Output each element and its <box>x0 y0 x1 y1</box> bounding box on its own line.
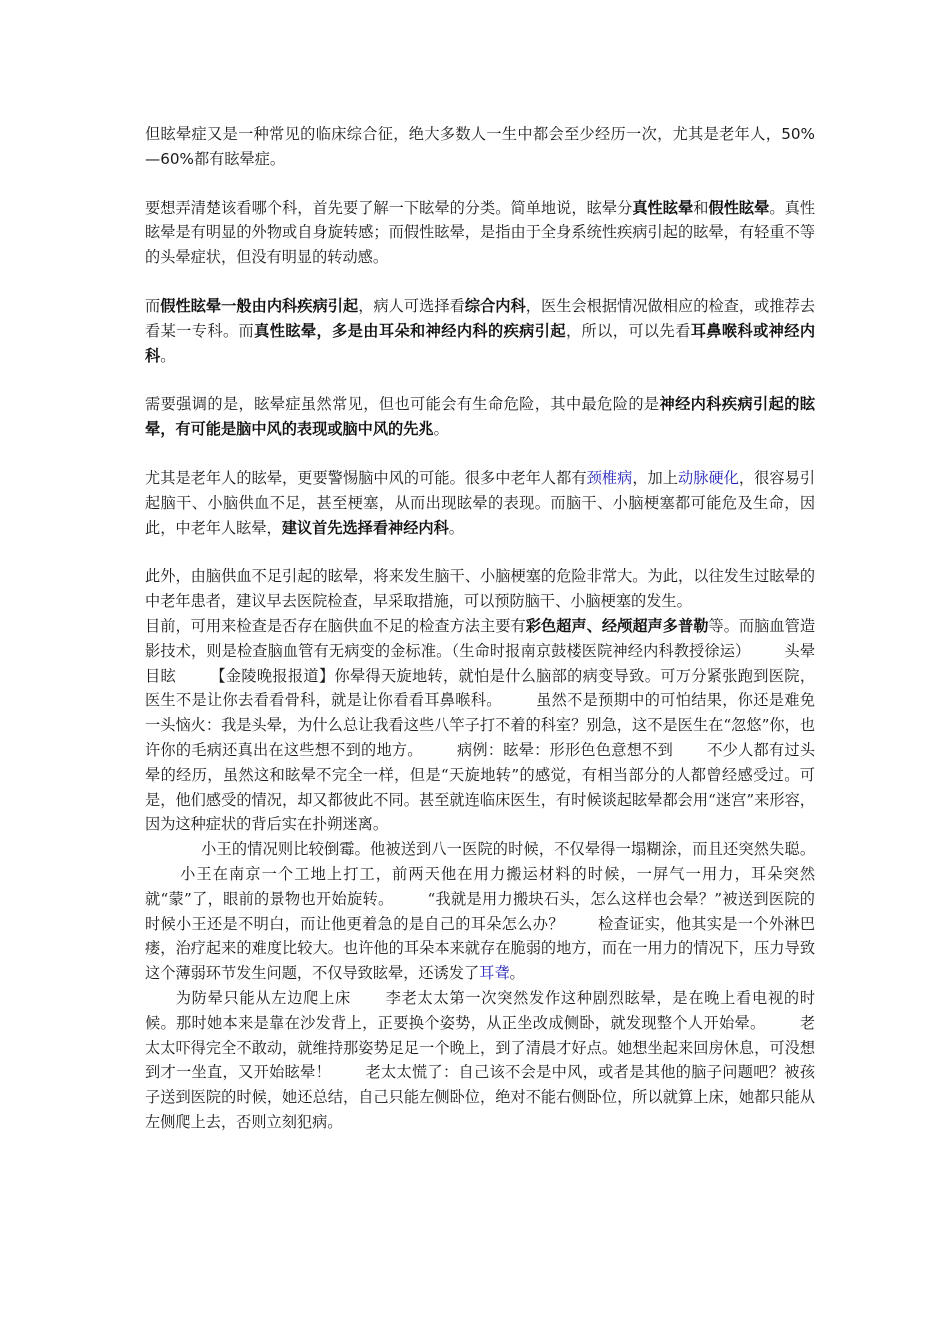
text: 而 <box>145 296 161 315</box>
paragraph-9 <box>145 986 815 1135</box>
text: 要想弄清楚该看哪个科，首先要了解一下眩晕的分类。简单地说，眩晕分 <box>145 198 633 217</box>
text: 。 <box>448 518 464 537</box>
paragraph-8 <box>145 837 815 986</box>
paragraph-4 <box>145 392 815 442</box>
text: 【金陵晚报报道】你晕得天旋地转，就怕是什么脑部的病变导致。可万分紧张跑到医院，医生不是让你去看看骨科，就是让你看看耳鼻喉科。 <box>145 666 816 710</box>
text: 小王的情况则比较倒霉。他被送到八一医院的时候，不仅晕得一塌糊涂，而且还突然失聪。 <box>201 840 815 859</box>
paragraph-6 <box>145 564 815 614</box>
text: ，医生会根据情况做相应的检查，或推荐去看某一专科。而 <box>145 296 816 340</box>
link-cervical-spondylosis[interactable]: 颈椎病 <box>586 468 633 487</box>
text: ，很容易引起脑干、小脑供血不足，甚至梗塞，从而出现眩晕的表现。而脑干、小脑梗塞都可能危及生命，因此，中老年人眩晕， <box>145 468 816 537</box>
subheading-text: 病例：眩晕：形形色色意想不到 <box>456 740 673 759</box>
text: 和 <box>693 198 709 217</box>
paragraph-3 <box>145 294 815 368</box>
text: 。 <box>509 964 525 983</box>
link-arteriosclerosis[interactable]: 动脉硬化 <box>678 468 739 487</box>
paragraph-5 <box>145 466 815 540</box>
text: 目前，可用来检查是否存在脑供血不足的检查方法主要有 <box>145 616 526 635</box>
text: 尤其是老年人的眩晕，更要警惕脑中风的可能。很多中老年人都有 <box>145 468 587 487</box>
text: 此外，由脑供血不足引起的眩晕，将来发生脑干、小脑梗塞的危险非常大。为此，以往发生过眩晕的中老年患者，建议早去医院检查，早采取措施，可以预防脑干、小脑梗塞的发生。 <box>145 567 815 611</box>
text: 。 <box>433 420 449 439</box>
text: 都有眩晕症。 <box>193 149 286 168</box>
text: 等。而脑血管造影技术，则是检查脑血管有无病变的金标准。（生命时报南京鼓楼医院神经内科教授徐运） <box>145 616 816 660</box>
text: 老太太慌了：自己该不会是中风，或者是其他的脑子问题吧？被孩子送到医院的时候，她还总结，自己只能左侧卧位，绝对不能右侧卧位，所以就算上床，她都只能从左侧爬上去，否则立刻犯病。 <box>145 1063 816 1131</box>
paragraph-1 <box>145 122 815 172</box>
text: 李老太太第一次突然发作这种剧烈眩晕，是在晚上看电视的时候。那时她本来是靠在沙发背上，正要换个姿势，从正坐改成侧卧，就发现整个人开始晕。 <box>145 988 816 1032</box>
percentage-text: 50%—60% <box>145 125 815 168</box>
bold-text: 神经内科疾病引起的眩晕，有可能是脑中风的表现或脑中风的先兆 <box>145 395 816 439</box>
article-body <box>145 122 815 1135</box>
text: ，病人可选择看 <box>358 296 465 315</box>
bold-text: 耳鼻喉科或神经内科 <box>145 321 816 365</box>
text: 老太太吓得完全不敢动，就维持那姿势足足一个晚上，到了清晨才好点。她想坐起来回房休息，可没想到才一坐直，又开始眩晕！ <box>145 1013 816 1082</box>
bold-text: 假性眩晕 <box>708 198 770 217</box>
bold-text: 真性眩晕 <box>632 198 694 217</box>
bold-text: 建议首先选择看神经内科 <box>281 518 449 537</box>
text: 。真性眩晕是有明显的外物或自身旋转感；而假性眩晕，是指由于全身系统性疾病引起的眩晕，有轻重不等的头晕症状，但没有明显的转动感。 <box>145 198 816 267</box>
paragraph-7 <box>145 614 815 837</box>
text: ，所以，可以先看 <box>565 321 691 340</box>
bold-text: 综合内科 <box>464 296 526 315</box>
subheading-text: 为防晕只能从左边爬上床 <box>175 988 351 1007</box>
text: 需要强调的是，眩晕症虽然常见，但也可能会有生命危险，其中最危险的是 <box>145 395 660 414</box>
text: 。 <box>160 346 176 365</box>
text: 检查证实，他其实是一个外淋巴瘘，治疗起来的难度比较大。也许他的耳朵本来就存在脆弱的地方，而在一用力的情况下，压力导致这个薄弱环节发生问题，不仅导致眩晕，还诱发了 <box>145 914 816 983</box>
link-deafness[interactable]: 耳聋 <box>479 964 510 983</box>
subheading-text: 头晕目眩 <box>145 641 816 685</box>
paragraph-2 <box>145 196 815 270</box>
text: 虽然不是预期中的可怕结果，你还是难免一头恼火：我是头晕，为什么总让我看这些八竿子打不着的科室？别急，这不是医生在“忽悠”你，也许你的毛病还真出在这些想不到的地方。 <box>145 691 816 759</box>
text: 小王在南京一个工地上打工，前两天他在用力搬运材料的时候，一屏气一用力，耳朵突然就“蒙”了，眼前的景物也开始旋转。 <box>145 864 815 908</box>
bold-text: 真性眩晕，多是由耳朵和神经内科的疾病引起 <box>254 321 566 340</box>
bold-text: 彩色超声、经颅超声多普勒 <box>525 616 709 635</box>
text: 不少人都有过头晕的经历，虽然这和眩晕不完全一样，但是“天旋地转”的感觉，有相当部分的人都曾经感受过。可是，他们感受的情况，却又都彼此不同。甚至就连临床医生，有时候谈起眩晕都会用“迷宫”来形容，因为这种症状的背后实在扑朔迷离。 <box>145 740 816 834</box>
text: ，加上 <box>632 468 678 487</box>
bold-text: 假性眩晕一般由内科疾病引起 <box>160 296 359 315</box>
text: “我就是用力搬块石头，怎么这样也会晕？”被送到医院的时候小王还是不明白，而让他更着急的是自己的耳朵怎么办？ <box>145 889 815 933</box>
text: 但眩晕症又是一种常见的临床综合征，绝大多数人一生中都会至少经历一次，尤其是老年人， <box>145 125 782 143</box>
